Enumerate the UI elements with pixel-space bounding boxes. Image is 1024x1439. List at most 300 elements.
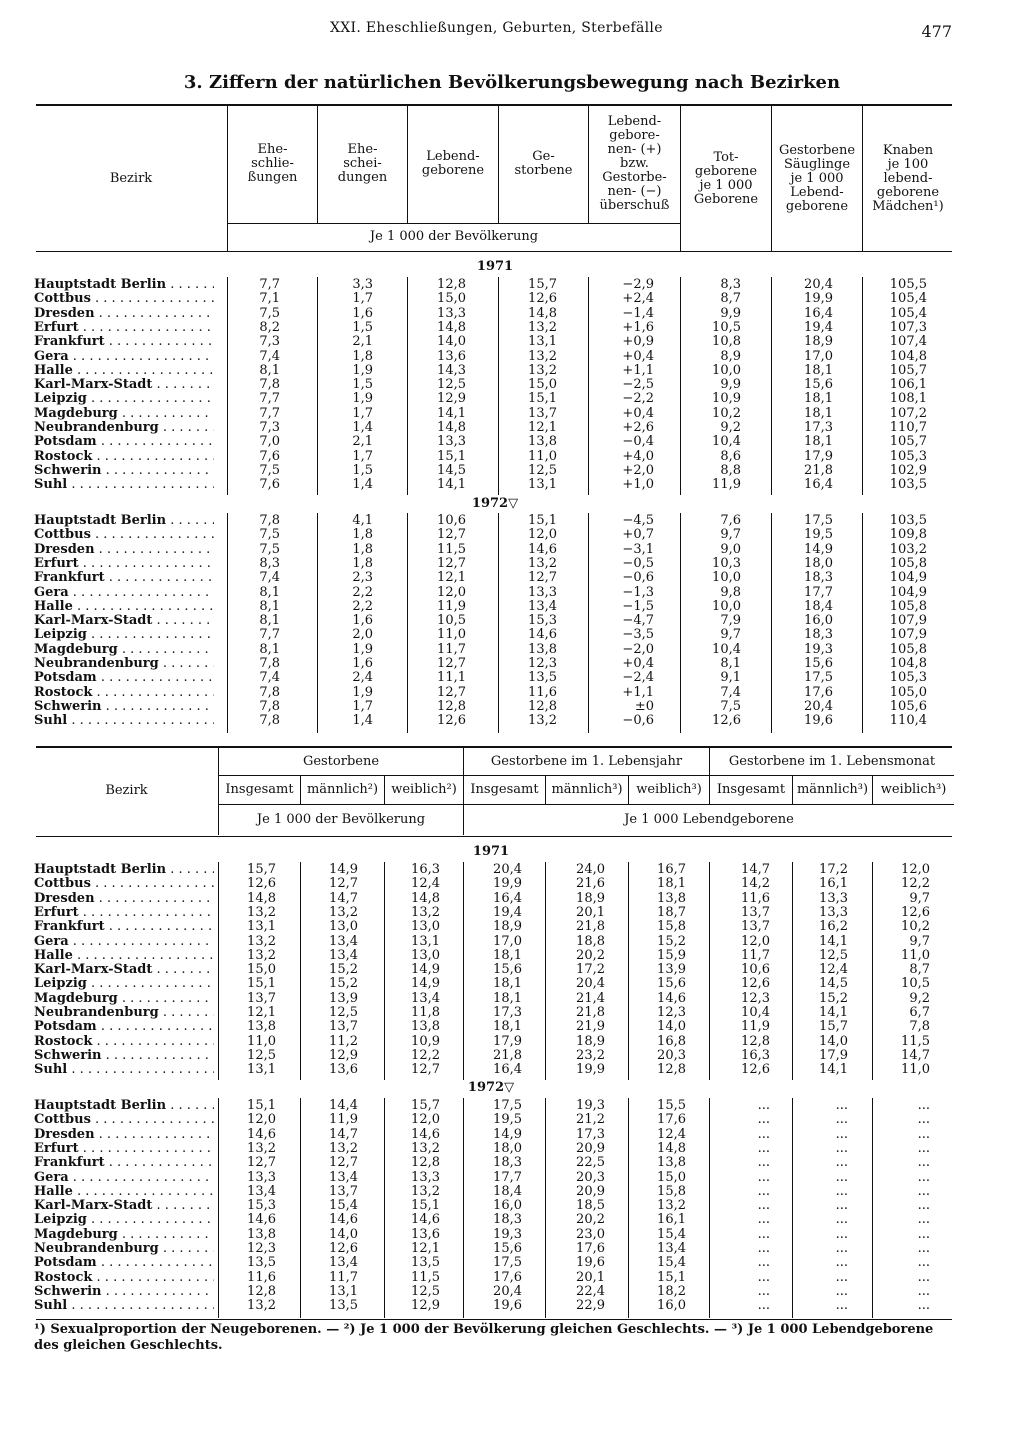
t1-1972-row <box>0 643 1024 657</box>
t2-1972-cell: ... <box>835 1183 848 1199</box>
t2-1972-cell: ... <box>757 1198 770 1214</box>
t1-1971-cell: 10,9 <box>712 391 741 407</box>
t2-1971-cell: 21,9 <box>576 1019 605 1035</box>
t1-1972-cell: 7,8 <box>259 656 280 671</box>
t1-1972-row <box>0 714 1024 728</box>
district-name: Cottbus . . . <box>34 1113 214 1127</box>
t2-1971-cell: 13,6 <box>329 1062 358 1078</box>
t2-group-lebensjahr: Gestorbene im 1. Lebensjahr <box>490 753 683 769</box>
t2-1972-cell: ... <box>757 1155 770 1171</box>
t2-1971-cell: 14,9 <box>411 976 440 992</box>
t2-1972-row <box>0 1213 1024 1227</box>
t1-1972-cell: 104,8 <box>889 656 927 671</box>
t1-1971-cell: +0,4 <box>622 348 654 364</box>
t2-1972-cell: 22,4 <box>576 1283 605 1299</box>
t1-1971-cell: 15,0 <box>437 291 466 307</box>
t2-1972-row <box>0 1228 1024 1242</box>
t2-1972-cell: 11,6 <box>247 1269 276 1285</box>
t1-1972-cell: 13,3 <box>528 584 557 600</box>
t1-1971-cell: 3,3 <box>352 277 373 292</box>
t2-1971-row <box>0 949 1024 963</box>
t1-1972-cell: 9,7 <box>720 627 741 643</box>
t2-1972-cell: 12,3 <box>247 1241 276 1256</box>
t1-1972-cell: 7,8 <box>259 684 280 700</box>
t1-1972-cell: 1,4 <box>352 713 373 729</box>
t1-1972-cell: 9,0 <box>720 541 741 557</box>
district-name: Neubrandenburg . . . <box>34 421 214 435</box>
t1-1972-cell: 7,5 <box>259 527 280 543</box>
t2-1971-cell: 12,4 <box>411 876 440 892</box>
district-name: Hauptstadt Berlin . . . <box>34 278 214 292</box>
t1-1971-cell: 12,5 <box>528 462 557 478</box>
t2-1971-row <box>0 906 1024 920</box>
t1-1971-cell: +4,0 <box>622 448 654 464</box>
t2-1971-cell: 14,2 <box>741 876 770 892</box>
t2-1972-cell: 12,8 <box>247 1283 276 1299</box>
t2-1971-cell: 14,0 <box>819 1033 848 1049</box>
t2-1972-cell: 18,0 <box>493 1140 522 1156</box>
t2-1971-cell: 12,1 <box>247 1005 276 1020</box>
t2-1972-cell: 14,9 <box>493 1126 522 1142</box>
t2-1971-cell: 14,7 <box>901 1047 930 1063</box>
t2-1972-cell: 14,8 <box>657 1140 686 1156</box>
t1-1971-cell: 13,3 <box>437 434 466 450</box>
t2-1971-cell: 16,7 <box>657 862 686 877</box>
t2-1972-cell: 22,9 <box>576 1298 605 1314</box>
t1-1971-cell: 1,6 <box>352 305 373 321</box>
district-name: Neubrandenburg . . . <box>34 657 214 671</box>
district-name: Leipzig . . . <box>34 1213 214 1227</box>
t2-1972-cell: ... <box>835 1155 848 1171</box>
t1-1971-cell: 13,7 <box>528 405 557 421</box>
t1-1971-cell: 105,5 <box>889 277 927 292</box>
t2-1971-cell: 10,6 <box>741 962 770 978</box>
t2-1972-cell: 17,5 <box>493 1255 522 1271</box>
t2-1972-cell: 18,5 <box>576 1198 605 1214</box>
t2-1972-cell: 18,3 <box>493 1212 522 1228</box>
district-name: Karl-Marx-Stadt . . . <box>34 1199 214 1213</box>
t1-1971-cell: 7,3 <box>259 420 280 435</box>
t2-1971-row <box>0 1049 1024 1063</box>
t2-1972-cell: ... <box>835 1269 848 1285</box>
t1-1972-cell: −2,4 <box>622 670 654 686</box>
t1-1972-cell: 1,7 <box>352 698 373 714</box>
t2-1972-cell: ... <box>757 1140 770 1156</box>
t2-1971-cell: 12,5 <box>247 1047 276 1063</box>
t1-1972-cell: 11,7 <box>437 641 466 657</box>
t1-1971-cell: 13,6 <box>437 348 466 364</box>
t1-1971-cell: 11,9 <box>712 477 741 493</box>
t1-1971-cell: +1,1 <box>622 362 654 378</box>
t1-1972-cell: 107,9 <box>889 613 927 629</box>
t2-1972-cell: 14,6 <box>329 1212 358 1228</box>
t1-1971-cell: 103,5 <box>889 477 927 493</box>
t2-1972-cell: ... <box>917 1283 930 1299</box>
t2-1972-cell: 17,6 <box>493 1269 522 1285</box>
t1-1971-cell: 9,2 <box>720 420 741 435</box>
t2-1972-cell: 14,6 <box>411 1212 440 1228</box>
t1-1972-cell: 12,7 <box>437 684 466 700</box>
district-name: Leipzig . . . <box>34 628 214 642</box>
t2-1972-cell: 20,9 <box>576 1140 605 1156</box>
t2-1971-cell: 12,2 <box>901 876 930 892</box>
t1-1971-cell: 8,9 <box>720 348 741 364</box>
t1-1972-cell: 8,1 <box>259 598 280 614</box>
t2-1971-cell: 12,8 <box>741 1033 770 1049</box>
t1-1971-cell: 1,7 <box>352 448 373 464</box>
t1-1971-cell: 17,0 <box>804 348 833 364</box>
t1-1971-cell: 18,1 <box>804 434 833 450</box>
t1-1972-cell: 105,8 <box>889 641 927 657</box>
t2-1972-cell: 13,5 <box>247 1255 276 1271</box>
t1-1972-cell: 16,0 <box>804 613 833 629</box>
district-name: Suhl . . . <box>34 1299 214 1313</box>
t1-1971-row <box>0 435 1024 449</box>
t1-1971-cell: 13,2 <box>528 319 557 335</box>
t1-1972-cell: 1,6 <box>352 656 373 671</box>
t2-1971-cell: 13,2 <box>329 904 358 920</box>
district-name: Dresden . . . <box>34 892 214 906</box>
t1-1971-cell: 10,4 <box>712 434 741 450</box>
t2-1972-cell: 17,3 <box>576 1126 605 1142</box>
t2-1971-cell: 18,1 <box>493 990 522 1006</box>
t2-1972-cell: 15,5 <box>657 1098 686 1113</box>
t2-1972-cell: 15,1 <box>411 1198 440 1214</box>
t1-1972-cell: 19,5 <box>804 527 833 543</box>
t2-1972-cell: ... <box>835 1226 848 1242</box>
t1-1971-cell: 7,5 <box>259 305 280 321</box>
page-number: 477 <box>921 22 952 41</box>
t2-1971-cell: 11,9 <box>741 1019 770 1035</box>
t1-1971-cell: 1,4 <box>352 477 373 493</box>
t2-1971-row <box>0 877 1024 891</box>
t1-1972-cell: −2,0 <box>622 641 654 657</box>
t2-1972-cell: ... <box>757 1226 770 1242</box>
t1-1972-cell: −0,6 <box>622 570 654 586</box>
t2-1971-cell: 11,7 <box>741 947 770 963</box>
t2-1971-cell: 13,8 <box>657 890 686 906</box>
t1-1971-cell: 12,5 <box>437 377 466 393</box>
t1-1972-row <box>0 586 1024 600</box>
t1-1971-cell: 18,1 <box>804 405 833 421</box>
t2-1971-cell: 14,7 <box>329 890 358 906</box>
t1-1972-cell: 17,5 <box>804 670 833 686</box>
t1-1971-row <box>0 378 1024 392</box>
t2-1971-cell: 21,4 <box>576 990 605 1006</box>
district-name: Frankfurt . . . <box>34 920 214 934</box>
t1-1972-cell: 19,6 <box>804 713 833 729</box>
t1-1971-cell: 1,5 <box>352 377 373 393</box>
t2-1972-cell: 13,5 <box>411 1255 440 1271</box>
t2-1972-cell: ... <box>917 1098 930 1113</box>
t2-1972-cell: 19,3 <box>576 1098 605 1113</box>
t2-1972-cell: 15,7 <box>411 1098 440 1113</box>
t2-1972-cell: 22,5 <box>576 1155 605 1171</box>
t1-1972-cell: 14,6 <box>528 541 557 557</box>
t2-1972-cell: 15,8 <box>657 1183 686 1199</box>
t2-1971-cell: 16,2 <box>819 919 848 935</box>
district-name: Halle . . . <box>34 949 214 963</box>
district-name: Neubrandenburg . . . <box>34 1242 214 1256</box>
t2-1972-cell: ... <box>757 1298 770 1314</box>
t1-1972-cell: 1,6 <box>352 613 373 629</box>
t2-1971-cell: 13,2 <box>247 904 276 920</box>
t1-1971-cell: 18,1 <box>804 391 833 407</box>
t2-1972-cell: 23,0 <box>576 1226 605 1242</box>
t1-1972-cell: 2,2 <box>352 598 373 614</box>
t1-1972-cell: 7,5 <box>259 541 280 557</box>
t2-1971-cell: 16,4 <box>493 1062 522 1078</box>
t2-1972-cell: 18,3 <box>493 1155 522 1171</box>
district-name: Rostock . . . <box>34 450 214 464</box>
t2-1971-cell: 18,1 <box>657 876 686 892</box>
t2-1972-cell: 20,2 <box>576 1212 605 1228</box>
t1-1972-cell: 2,4 <box>352 670 373 686</box>
t2-1971-row <box>0 892 1024 906</box>
t2-1972-cell: 16,0 <box>657 1298 686 1314</box>
t1-1972-cell: 9,7 <box>720 527 741 543</box>
t1-1971-cell: 13,8 <box>528 434 557 450</box>
t2-1971-cell: 24,0 <box>576 862 605 877</box>
t2-sub-insgesamt-3: Insgesamt <box>716 782 786 797</box>
t2-1972-cell: ... <box>757 1212 770 1228</box>
t2-1971-cell: 17,3 <box>493 1005 522 1020</box>
t2-1972-cell: ... <box>835 1169 848 1185</box>
t1-1972-cell: 17,6 <box>804 684 833 700</box>
t1-1972-cell: 14,6 <box>528 627 557 643</box>
t1-1972-cell: 11,1 <box>437 670 466 686</box>
t1-1971-cell: 15,1 <box>528 391 557 407</box>
t2-1971-cell: 10,5 <box>901 976 930 992</box>
t2-1971-cell: 18,9 <box>576 890 605 906</box>
district-name: Erfurt . . . <box>34 906 214 920</box>
district-name: Halle . . . <box>34 1185 214 1199</box>
t2-1971-cell: 17,2 <box>576 962 605 978</box>
t1-1971-cell: 107,2 <box>889 405 927 421</box>
t1-1971-cell: 18,9 <box>804 334 833 350</box>
t2-1972-row <box>0 1099 1024 1113</box>
footnotes: ¹) Sexualproportion der Neugeborenen. — ²) Je 1 000 der Bevölkerung gleichen Geschlechts. — ³) Je 1 000 Lebendgeborene des gleichen Geschlechts. <box>34 1322 934 1353</box>
t2-1971-cell: 19,9 <box>493 876 522 892</box>
district-name: Cottbus . . . <box>34 292 214 306</box>
t1-1972-cell: 7,8 <box>259 698 280 714</box>
t1-1971-cell: 13,1 <box>528 477 557 493</box>
t1-1971-cell: 8,2 <box>259 319 280 335</box>
t2-1971-cell: 15,7 <box>819 1019 848 1035</box>
t2-1971-cell: 16,3 <box>411 862 440 877</box>
t2-1972-cell: 14,0 <box>329 1226 358 1242</box>
t2-1971-cell: 13,4 <box>329 947 358 963</box>
district-name: Halle . . . <box>34 364 214 378</box>
t2-1971-cell: 15,2 <box>819 990 848 1006</box>
t1-1971-cell: 7,4 <box>259 348 280 364</box>
t2-1972-cell: 12,7 <box>247 1155 276 1171</box>
district-name: Erfurt . . . <box>34 321 214 335</box>
t1-1971-row <box>0 278 1024 292</box>
t1-1972-cell: 10,6 <box>437 513 466 528</box>
t1-1972-cell: 11,5 <box>437 541 466 557</box>
t2-1972-cell: 13,4 <box>329 1255 358 1271</box>
district-name: Erfurt . . . <box>34 1142 214 1156</box>
t2-1972-cell: 18,4 <box>493 1183 522 1199</box>
t1-1972-cell: −1,3 <box>622 584 654 600</box>
t2-1971-cell: 18,9 <box>576 1033 605 1049</box>
t1-1971-row <box>0 464 1024 478</box>
t1-1971-cell: 105,7 <box>889 434 927 450</box>
district-name: Schwerin . . . <box>34 1049 214 1063</box>
t1-1971-row <box>0 407 1024 421</box>
t2-1971-cell: 12,3 <box>657 1005 686 1020</box>
t1-1972-cell: 12,1 <box>437 570 466 586</box>
district-name: Frankfurt . . . <box>34 335 214 349</box>
t2-1971-cell: 14,6 <box>657 990 686 1006</box>
year-label-1972: 1972▽ <box>471 496 519 511</box>
t2-sub-weiblich-3: weiblich³) <box>880 782 947 797</box>
t2-1972-cell: ... <box>917 1140 930 1156</box>
t2-1972-cell: 17,6 <box>657 1112 686 1128</box>
t1-1972-cell: 9,1 <box>720 670 741 686</box>
t2-1972-cell: 19,6 <box>493 1298 522 1314</box>
t1-1971-cell: 7,3 <box>259 334 280 350</box>
t2-1972-cell: 11,7 <box>329 1269 358 1285</box>
t2-1972-cell: 13,8 <box>657 1155 686 1171</box>
t1-1971-cell: 14,8 <box>528 305 557 321</box>
t2-1972-cell: ... <box>835 1255 848 1271</box>
t1-1971-cell: 105,4 <box>889 291 927 307</box>
t2-1971-cell: 12,3 <box>741 990 770 1006</box>
district-name: Dresden . . . <box>34 307 214 321</box>
t1-1972-cell: 104,9 <box>889 584 927 600</box>
t2-1972-cell: ... <box>835 1140 848 1156</box>
t2-1972-cell: 13,2 <box>411 1183 440 1199</box>
t1-1972-cell: 2,0 <box>352 627 373 643</box>
t1-1971-cell: 1,7 <box>352 291 373 307</box>
t2-1972-cell: 20,9 <box>576 1183 605 1199</box>
t2-1972-cell: 13,3 <box>247 1169 276 1185</box>
t1-1971-cell: +1,6 <box>622 319 654 335</box>
t1-1971-cell: 12,6 <box>528 291 557 307</box>
t1-1972-cell: 12,0 <box>437 584 466 600</box>
t2-1971-cell: 13,0 <box>411 947 440 963</box>
t2-1971-cell: 11,8 <box>411 1005 440 1020</box>
t2-1972-cell: 17,6 <box>576 1241 605 1256</box>
divider <box>36 1319 952 1320</box>
t1-1971-cell: 20,4 <box>804 277 833 292</box>
t1-1971-cell: 15,0 <box>528 377 557 393</box>
t2-1971-cell: 12,0 <box>901 862 930 877</box>
t1-1972-row <box>0 543 1024 557</box>
t1-1971-cell: 12,1 <box>528 420 557 435</box>
district-name: Rostock . . . <box>34 1271 214 1285</box>
running-header: XXI. Eheschließungen, Geburten, Sterbefälle <box>330 20 663 36</box>
t1-1972-cell: 7,6 <box>720 513 741 528</box>
t1-1972-row <box>0 614 1024 628</box>
t1-1971-cell: 105,7 <box>889 362 927 378</box>
t2-1972-cell: 12,6 <box>329 1241 358 1256</box>
t2-1972-cell: 13,5 <box>329 1298 358 1314</box>
t2-1971-cell: 13,2 <box>411 904 440 920</box>
t1-1971-cell: 10,5 <box>712 319 741 335</box>
t1-1971-row <box>0 350 1024 364</box>
t2-1971-cell: 16,4 <box>493 890 522 906</box>
district-name: Potsdam . . . <box>34 435 214 449</box>
t2-1972-cell: 13,8 <box>247 1226 276 1242</box>
t2-1972-cell: 13,2 <box>247 1298 276 1314</box>
t2-1972-row <box>0 1256 1024 1270</box>
t2-1971-row <box>0 1063 1024 1077</box>
t1-1971-cell: 7,8 <box>259 377 280 393</box>
district-name: Potsdam . . . <box>34 1020 214 1034</box>
t1-1971-cell: 13,1 <box>528 334 557 350</box>
t1-1972-cell: 8,1 <box>259 613 280 629</box>
t2-1972-cell: 13,2 <box>657 1198 686 1214</box>
t1-1971-cell: −2,2 <box>622 391 654 407</box>
t2-1972-cell: ... <box>757 1255 770 1271</box>
t1-1971-cell: 105,3 <box>889 448 927 464</box>
t2-col-header-bezirk: Bezirk <box>105 783 148 798</box>
t2-1972-cell: ... <box>917 1169 930 1185</box>
district-name: Gera . . . <box>34 350 214 364</box>
t1-1971-cell: 19,9 <box>804 291 833 307</box>
t1-1972-cell: 4,1 <box>352 513 373 528</box>
t1-1972-cell: 11,9 <box>437 598 466 614</box>
t2-1972-cell: ... <box>835 1126 848 1142</box>
district-name: Leipzig . . . <box>34 977 214 991</box>
t2-1971-cell: 9,7 <box>909 890 930 906</box>
t2-1971-cell: 9,2 <box>909 990 930 1006</box>
t2-1971-cell: 15,2 <box>329 976 358 992</box>
t1-1972-cell: 103,5 <box>889 513 927 528</box>
t1-1971-cell: 17,9 <box>804 448 833 464</box>
t1-1972-cell: 12,0 <box>528 527 557 543</box>
t1-1971-cell: +0,9 <box>622 334 654 350</box>
t1-1971-cell: 108,1 <box>889 391 927 407</box>
t2-1972-row <box>0 1128 1024 1142</box>
t1-1971-row <box>0 292 1024 306</box>
t1-1971-cell: 8,7 <box>720 291 741 307</box>
t2-1972-cell: 12,0 <box>411 1112 440 1128</box>
t1-1972-cell: −4,7 <box>622 613 654 629</box>
t1-1972-cell: 8,1 <box>259 641 280 657</box>
t1-1972-cell: 1,8 <box>352 541 373 557</box>
t1-1971-cell: +2,6 <box>622 420 654 435</box>
t2-1972-cell: 19,5 <box>493 1112 522 1128</box>
t2-1972-cell: 15,4 <box>329 1198 358 1214</box>
t1-1971-cell: 15,1 <box>437 448 466 464</box>
t2-1972-cell: ... <box>917 1255 930 1271</box>
t1-1972-cell: +0,4 <box>622 656 654 671</box>
t2-1972-cell: 14,6 <box>247 1126 276 1142</box>
t1-1972-cell: −1,5 <box>622 598 654 614</box>
t1-1972-cell: 1,8 <box>352 555 373 571</box>
t2-1971-cell: 21,6 <box>576 876 605 892</box>
t2-1972-row <box>0 1285 1024 1299</box>
t1-1971-cell: 1,7 <box>352 405 373 421</box>
district-name: Rostock . . . <box>34 686 214 700</box>
t1-1971-cell: 16,4 <box>804 477 833 493</box>
col-header-saeuglinge: Gestorbene Säuglinge je 1 000 Lebend- geborene <box>778 142 856 214</box>
district-name: Karl-Marx-Stadt . . . <box>34 614 214 628</box>
t1-1971-cell: 11,0 <box>528 448 557 464</box>
t2-1971-cell: 9,7 <box>909 933 930 949</box>
t2-1971-cell: 12,9 <box>329 1047 358 1063</box>
t1-1972-cell: 12,7 <box>528 570 557 586</box>
t1-1971-cell: −1,4 <box>622 305 654 321</box>
t1-1971-cell: 12,9 <box>437 391 466 407</box>
t2-1971-row <box>0 935 1024 949</box>
t2-1971-cell: 21,8 <box>576 1005 605 1020</box>
t2-1971-cell: 21,8 <box>576 919 605 935</box>
